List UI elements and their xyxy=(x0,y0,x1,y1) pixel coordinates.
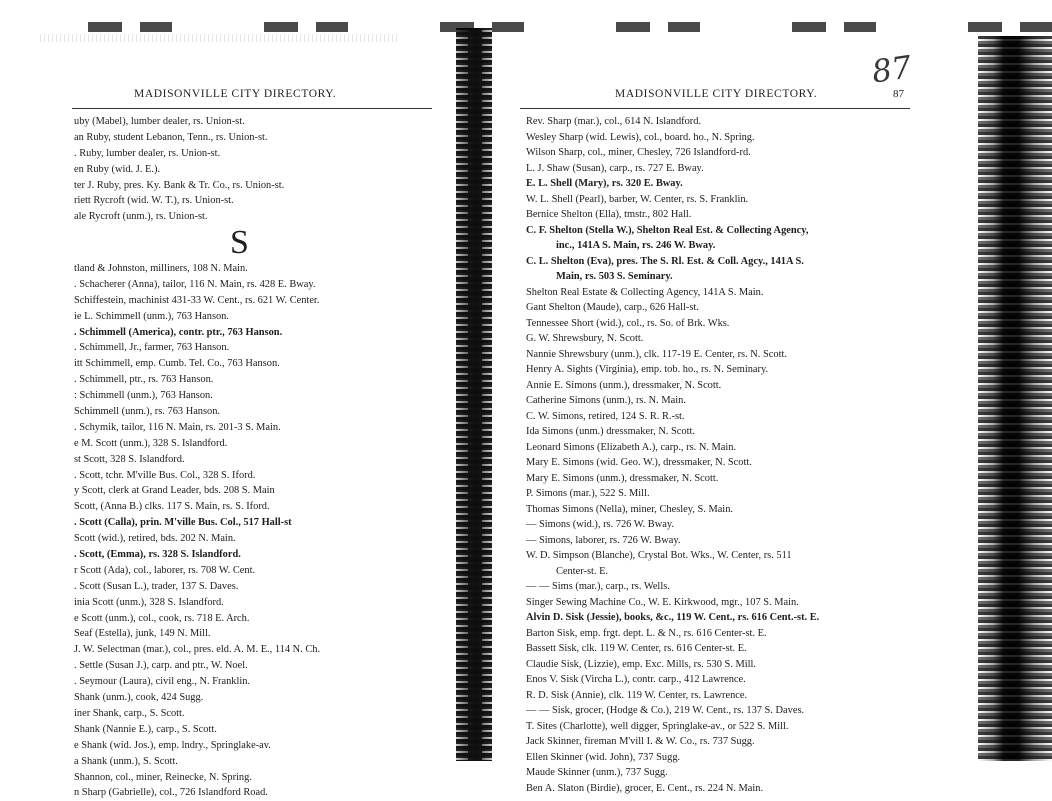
directory-entry: C. W. Simons, retired, 124 S. R. R.-st. xyxy=(526,410,685,422)
directory-entry: Wesley Sharp (wid. Lewis), col., board. ho., N. Spring. xyxy=(526,131,755,143)
directory-entry: Shank (unm.), cook, 424 Sugg. xyxy=(74,692,204,704)
directory-entry: . Schimmell, Jr., farmer, 763 Hanson. xyxy=(74,342,230,354)
scan-right-edge xyxy=(978,36,1052,761)
directory-entry: Singer Sewing Machine Co., W. E. Kirkwood, mgr., 107 S. Main. xyxy=(526,596,799,608)
directory-entry: inia Scott (unm.), 328 S. Islandford. xyxy=(74,596,224,608)
directory-entry: . Schymik, tailor, 116 N. Main, rs. 201-3 S. Main. xyxy=(74,421,281,433)
directory-entry: Leonard Simons (Elizabeth A.), carp., rs. N. Main. xyxy=(526,441,737,453)
directory-entry: L. J. Shaw (Susan), carp., rs. 727 E. Bway. xyxy=(526,162,704,174)
directory-entry: st Scott, 328 S. Islandford. xyxy=(74,453,185,465)
directory-entry: — — Sims (mar.), carp., rs. Wells. xyxy=(526,581,670,592)
directory-entry: Annie E. Simons (unm.), dressmaker, N. Scott. xyxy=(526,379,722,391)
directory-entry: G. W. Shrewsbury, N. Scott. xyxy=(526,333,644,344)
directory-entry: Tennessee Short (wid.), col., rs. So. of Brk. Wks. xyxy=(526,317,730,329)
page-number: 87 xyxy=(893,88,904,100)
directory-entry: Claudie Sisk, (Lizzie), emp. Exc. Mills, rs. 530 S. Mill. xyxy=(526,658,757,670)
directory-entry: Alvin D. Sisk (Jessie), books, &c., 119 W. Cent., rs. 616 Cent.-st. E. xyxy=(526,612,820,623)
directory-entry: Jack Skinner, fireman M'vill I. & W. Co., rs. 737 Sugg. xyxy=(526,736,755,747)
directory-entry: Seaf (Estella), junk, 149 N. Mill. xyxy=(74,628,211,640)
directory-entry: ter J. Ruby, pres. Ky. Bank & Tr. Co., rs. Union-st. xyxy=(74,179,285,191)
directory-entry: e Shank (wid. Jos.), emp. lndry., Springlake-av. xyxy=(74,739,271,751)
directory-entry: Scott, (Anna B.) clks. 117 S. Main, rs. S. Iford. xyxy=(74,501,270,513)
directory-entry: Main, rs. 503 S. Seminary. xyxy=(556,271,673,282)
handwritten-page-number: 87 xyxy=(869,49,914,91)
directory-entry: Scott (wid.), retired, bds. 202 N. Main. xyxy=(74,533,236,545)
directory-entry: Schimmell (unm.), rs. 763 Hanson. xyxy=(74,406,221,418)
directory-entry: Enos V. Sisk (Vircha L.), contr. carp., 412 Lawrence. xyxy=(526,674,746,685)
directory-entry: Thomas Simons (Nella), miner, Chesley, S. Main. xyxy=(526,503,733,515)
directory-entry: r Scott (Ada), col., laborer, rs. 708 W. Cent. xyxy=(74,564,256,576)
directory-entry: itt Schimmell, emp. Cumb. Tel. Co., 763 Hanson. xyxy=(74,358,280,370)
directory-entry: Barton Sisk, emp. frgt. dept. L. & N., rs. 616 Center-st. E. xyxy=(526,627,767,639)
directory-entry: . Scott (Calla), prin. M'ville Bus. Col., 517 Hall-st xyxy=(74,517,292,529)
directory-entry: . Ruby, lumber dealer, rs. Union-st. xyxy=(74,147,221,159)
directory-entry: Ben A. Slaton (Birdie), grocer, E. Cent., rs. 224 N. Main. xyxy=(526,782,764,794)
directory-entry: C. F. Shelton (Stella W.), Shelton Real Est. & Collecting Agency, xyxy=(526,224,809,236)
directory-entry: Schiffestein, machinist 431-33 W. Cent., rs. 621 W. Center. xyxy=(74,294,320,306)
directory-entry: riett Rycroft (wid. W. T.), rs. Union-st. xyxy=(74,195,234,207)
directory-entry: W. L. Shell (Pearl), barber, W. Center, rs. S. Franklin. xyxy=(526,193,749,205)
directory-entry: — Simons, laborer, rs. 726 W. Bway. xyxy=(526,534,681,546)
directory-entry: W. D. Simpson (Blanche), Crystal Bot. Wks., W. Center, rs. 511 xyxy=(526,550,792,561)
directory-entry: Shelton Real Estate & Collecting Agency, 141A S. Main. xyxy=(526,286,764,298)
left-entries-top xyxy=(74,114,284,225)
directory-entry: . Settle (Susan J.), carp. and ptr., W. Noel. xyxy=(74,660,248,672)
directory-entry: Nannie Shrewsbury (unm.), clk. 117-19 E. Center, rs. N. Scott. xyxy=(526,348,787,360)
directory-entry: ale Rycroft (unm.), rs. Union-st. xyxy=(74,211,208,223)
directory-entry: C. L. Shelton (Eva), pres. The S. Rl. Est. & Coll. Agcy., 141A S. xyxy=(526,255,804,267)
directory-entry: J. W. Selectman (mar.), col., pres. eld. A. M. E., 114 N. Ch. xyxy=(74,644,321,656)
scan-noise xyxy=(40,34,400,42)
directory-entry: . Scott, tchr. M'ville Bus. Col., 328 S. Iford. xyxy=(74,469,256,481)
directory-entry: . Seymour (Laura), civil eng., N. Franklin. xyxy=(74,676,251,688)
directory-entry: Bassett Sisk, clk. 119 W. Center, rs. 616 Center-st. E. xyxy=(526,643,747,654)
section-letter: S xyxy=(230,224,249,261)
left-header-rule xyxy=(72,108,432,109)
directory-entry: an Ruby, student Lebanon, Tenn., rs. Union-st. xyxy=(74,131,268,143)
directory-entry: Shank (Nannie E.), carp., S. Scott. xyxy=(74,723,217,735)
directory-entry: iner Shank, carp., S. Scott. xyxy=(74,707,185,719)
directory-entry: Catherine Simons (unm.), rs. N. Main. xyxy=(526,395,686,406)
directory-entry: Maude Skinner (unm.), 737 Sugg. xyxy=(526,767,668,778)
directory-entry: Bernice Shelton (Ella), tmstr., 802 Hall. xyxy=(526,209,692,220)
directory-entry: Ellen Skinner (wid. John), 737 Sugg. xyxy=(526,751,681,763)
directory-entry: Wilson Sharp, col., miner, Chesley, 726 Islandford-rd. xyxy=(526,147,751,158)
directory-entry: uby (Mabel), lumber dealer, rs. Union-st. xyxy=(74,116,245,127)
directory-entry: y Scott, clerk at Grand Leader, bds. 208 S. Main xyxy=(74,485,275,497)
directory-entry: . Schacherer (Anna), tailor, 116 N. Main, rs. 428 E. Bway. xyxy=(74,278,316,290)
directory-entry: a Shank (unm.), S. Scott. xyxy=(74,755,178,767)
left-entries-bottom xyxy=(74,261,320,801)
directory-entry: : Schimmell (unm.), 763 Hanson. xyxy=(74,390,213,402)
right-header-rule xyxy=(520,108,910,109)
directory-entry: Mary E. Simons (wid. Geo. W.), dressmaker, N. Scott. xyxy=(526,457,752,468)
directory-entry: Ida Simons (unm.) dressmaker, N. Scott. xyxy=(526,426,695,437)
right-page-header: MADISONVILLE CITY DIRECTORY. xyxy=(615,88,818,100)
directory-entry: Rev. Sharp (mar.), col., 614 N. Islandford. xyxy=(526,116,702,127)
directory-entry: tland & Johnston, milliners, 108 N. Main. xyxy=(74,263,248,274)
directory-entry: . Schimmell (America), contr. ptr., 763 Hanson. xyxy=(74,326,283,338)
directory-entry: E. L. Shell (Mary), rs. 320 E. Bway. xyxy=(526,178,683,189)
directory-entry: P. Simons (mar.), 522 S. Mill. xyxy=(526,488,650,499)
directory-entry: R. D. Sisk (Annie), clk. 119 W. Center, rs. Lawrence. xyxy=(526,689,748,701)
directory-entry: . Scott, (Emma), rs. 328 S. Islandford. xyxy=(74,549,241,561)
directory-entry: Henry A. Sights (Virginia), emp. tob. ho., rs. N. Seminary. xyxy=(526,364,769,375)
directory-entry: Center-st. E. xyxy=(556,565,609,577)
right-entries xyxy=(526,114,819,796)
directory-entry: n Sharp (Gabrielle), col., 726 Islandford Road. xyxy=(74,787,268,799)
directory-entry: ie L. Schimmell (unm.), 763 Hanson. xyxy=(74,310,229,322)
binding-shadow xyxy=(468,30,482,761)
directory-entry: e Scott (unm.), col., cook, rs. 718 E. Arch. xyxy=(74,612,250,624)
directory-entry: — — Sisk, grocer, (Hodge & Co.), 219 W. Cent., rs. 137 S. Daves. xyxy=(526,705,805,716)
directory-entry: . Scott (Susan L.), trader, 137 S. Daves. xyxy=(74,580,239,592)
directory-entry: . Schimmell, ptr., rs. 763 Hanson. xyxy=(74,374,214,386)
directory-entry: inc., 141A S. Main, rs. 246 W. Bway. xyxy=(556,240,716,251)
scan-top-border xyxy=(0,22,1052,32)
directory-entry: Mary E. Simons (unm.), dressmaker, N. Scott. xyxy=(526,472,719,484)
directory-entry: T. Sites (Charlotte), well digger, Springlake-av., or 522 S. Mill. xyxy=(526,720,789,732)
left-page-header: MADISONVILLE CITY DIRECTORY. xyxy=(134,88,337,100)
directory-entry: Shannon, col., miner, Reinecke, N. Spring. xyxy=(74,771,252,783)
directory-entry: Gant Shelton (Maude), carp., 626 Hall-st. xyxy=(526,302,699,313)
directory-entry: en Ruby (wid. J. E.). xyxy=(74,163,161,175)
directory-entry: e M. Scott (unm.), 328 S. Islandford. xyxy=(74,437,228,449)
directory-entry: — Simons (wid.), rs. 726 W. Bway. xyxy=(526,519,674,530)
